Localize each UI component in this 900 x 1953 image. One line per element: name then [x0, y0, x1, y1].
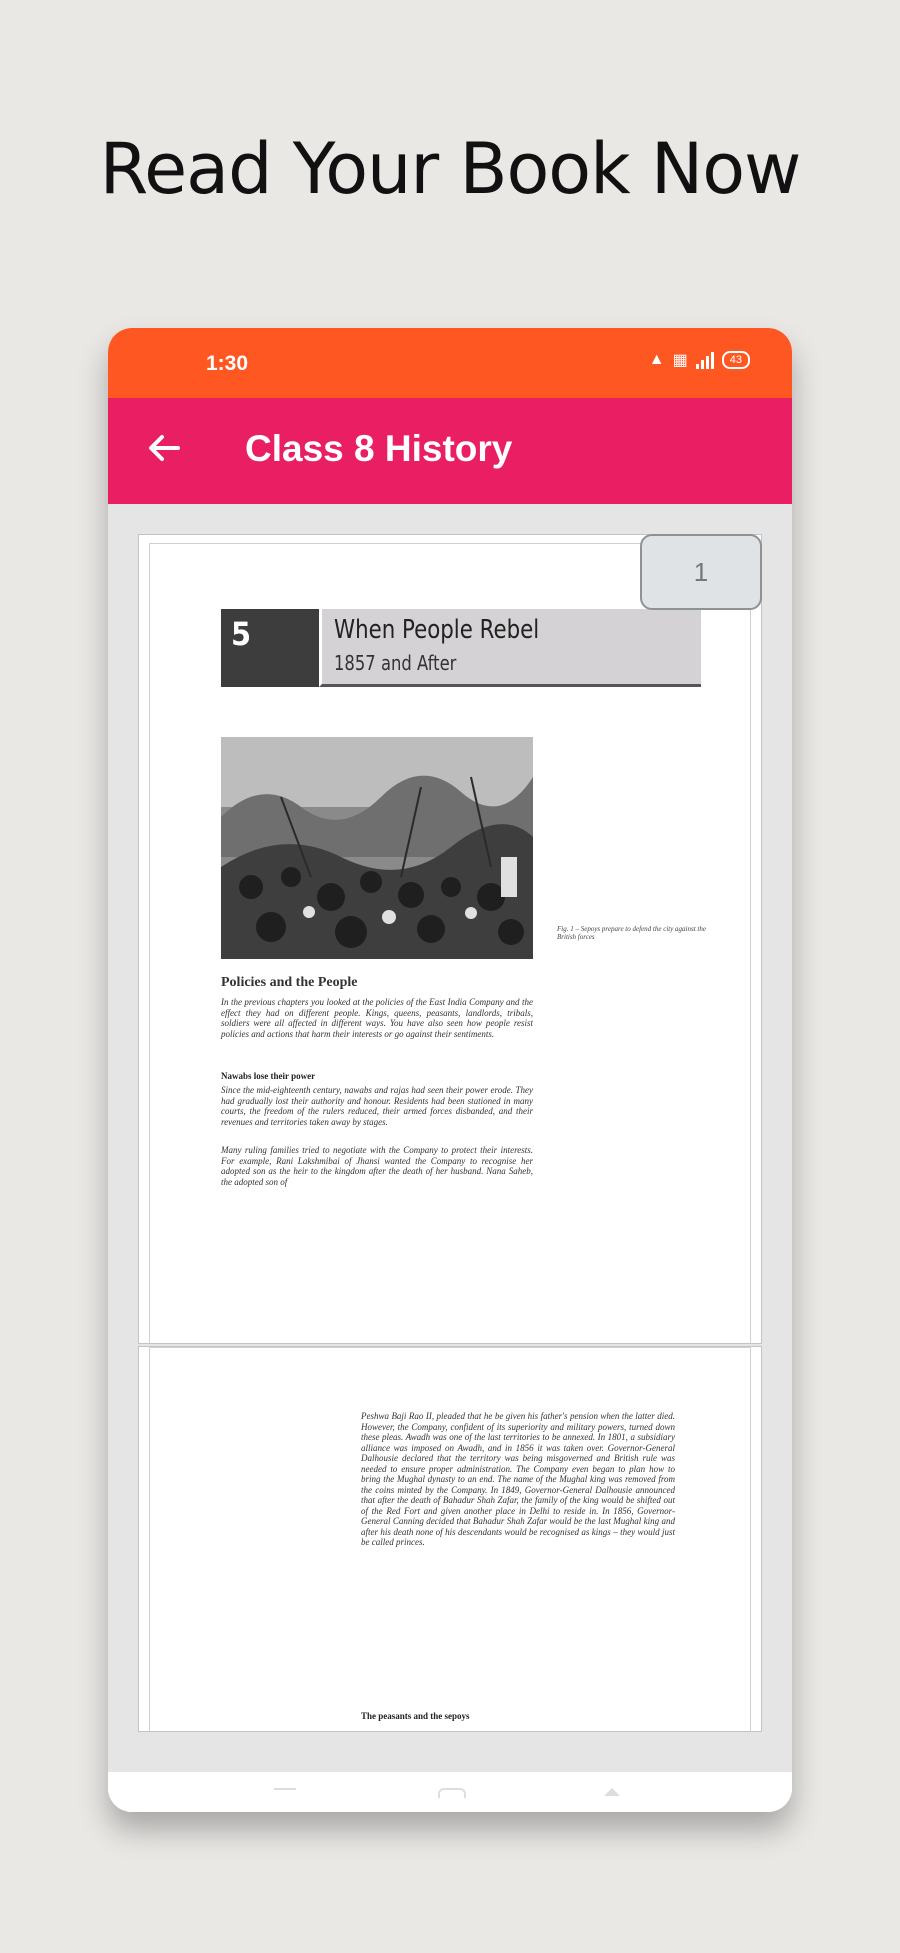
phone-frame: [108, 328, 792, 1812]
paragraph: Many ruling families tried to negotiate with the Company to protect their interests. For example, Rani Lakshmibai of Jhansi wanted the Company to recognise her adopted son as the heir to the kingdom after the death of her husband. Nana Saheb, the adopted son of: [221, 1145, 533, 1187]
page-number-indicator[interactable]: 1: [640, 534, 762, 610]
back-arrow-icon[interactable]: [144, 428, 184, 468]
nav-back-icon[interactable]: [604, 1788, 620, 1796]
pdf-page: [138, 534, 762, 1344]
pdf-page: [138, 1346, 762, 1732]
system-nav-bar: [108, 1772, 792, 1812]
chapter-titles: [319, 609, 701, 687]
sim-icon: ▦: [672, 352, 688, 369]
home-icon[interactable]: [438, 1788, 466, 1798]
recent-apps-icon[interactable]: [274, 1788, 296, 1796]
app-title: Class 8 History: [245, 428, 513, 469]
subheading: Nawabs lose their power: [221, 1071, 316, 1081]
chapter-title: When People Rebel: [334, 615, 540, 645]
battery-icon: 43: [722, 351, 750, 369]
app-bar: [108, 398, 792, 504]
status-time: 1:30: [206, 352, 249, 375]
paragraph: Peshwa Baji Rao II, pleaded that he be given his father's pension when the latter died. However, the Company, confident of its superiority and military powers, turned down these pleas. Awadh was one of the last territories to be annexed. In 1801, a subsidiary alliance was imposed on Awadh, and in 1856 it was taken over. Governor-General Dalhousie declared that the territory was being misgoverned and British rule was needed to ensure proper administration. The Company even began to plan how to bring the Mughal dynasty to an end. The name of the Mughal king was removed from the coins minted by the Company. In 1849, Governor-General Dalhousie announced that after the death of Bahadur Shah Zafar, the family of the king would be shifted out of the Red Fort and given another place in Delhi to reside in. In 1856, Governor-General Canning decided that Bahadur Shah Zafar would be the last Mughal king and after his death none of his descendants would be recognised as kings – they would just be called princes.: [361, 1411, 675, 1547]
subheading: The peasants and the sepoys: [361, 1711, 470, 1721]
paragraph: In the previous chapters you looked at the policies of the East India Company and the effect they had on different people. Kings, queens, peasants, landlords, tribals, soldiers were all affected in different ways. You have also seen how people resist policies and actions that harm their interests or go against their sentiments.: [221, 997, 533, 1039]
paragraph: Since the mid-eighteenth century, nawabs and rajas had seen their power erode. They had gradually lost their authority and honour. Residents had been stationed in many courts, the freedom of the rulers reduced, their armed forces disbanded, and their revenues and territories taken away by stages.: [221, 1085, 533, 1127]
status-icons: [649, 350, 750, 370]
section-title: Policies and the People: [221, 975, 358, 990]
signal-icon: [696, 351, 714, 369]
chapter-number: 5: [221, 609, 319, 687]
promo-headline: Read Your Book Now: [99, 128, 801, 210]
figure-caption: Fig. 1 – Sepoys prepare to defend the city against the British forces: [557, 925, 706, 941]
chapter-subtitle: 1857 and After: [334, 651, 457, 675]
chapter-illustration: [221, 737, 533, 959]
pdf-viewer[interactable]: [108, 504, 792, 1772]
status-bar: [108, 328, 792, 398]
notification-icon: ▲: [648, 351, 665, 368]
chapter-header: [221, 609, 701, 687]
